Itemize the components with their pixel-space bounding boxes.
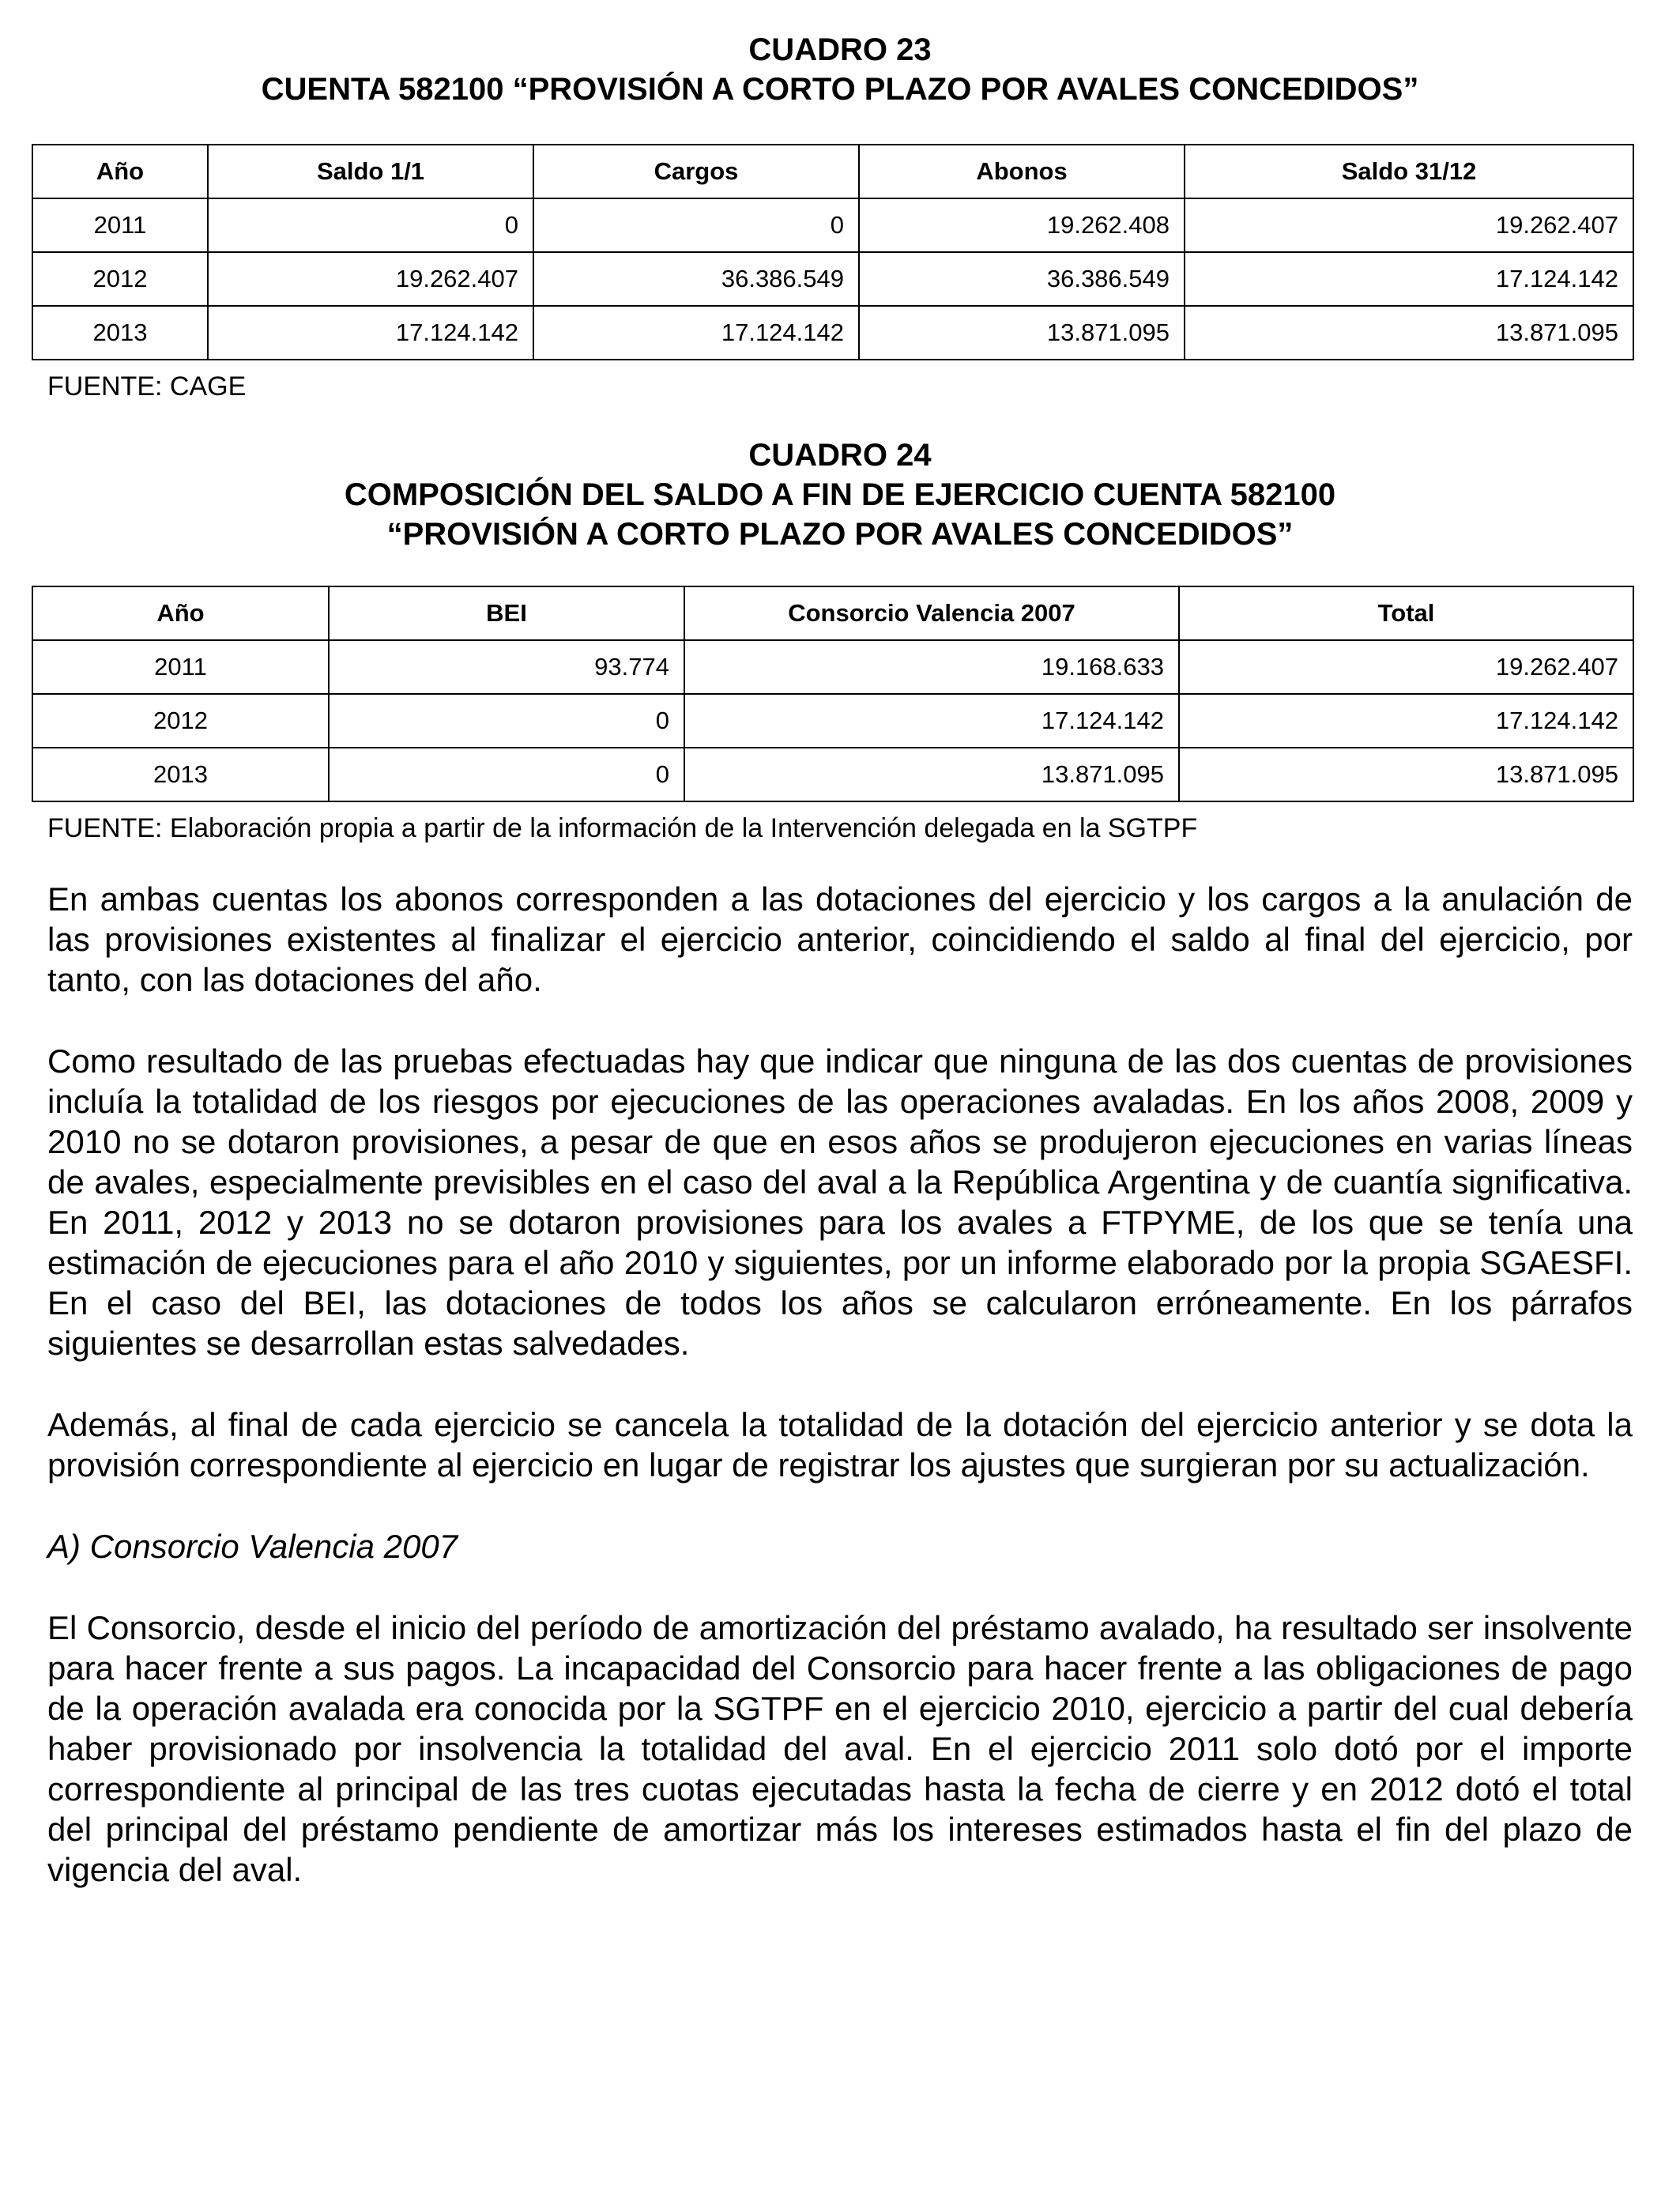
cell-value: 19.262.408	[859, 198, 1185, 252]
table-row	[32, 748, 1633, 801]
cell-value: 17.124.142	[208, 306, 533, 360]
cuadro24-table	[32, 586, 1634, 802]
cell-value: 0	[533, 198, 859, 252]
table-row	[32, 640, 1633, 694]
cell-value: 19.262.407	[1179, 640, 1633, 694]
cell-value: 13.871.095	[859, 306, 1185, 360]
cell-value: 17.124.142	[1185, 252, 1633, 306]
cell-value: 0	[329, 694, 684, 748]
cuadro24-number: CUADRO 24	[748, 438, 932, 473]
column-header-saldo-final: Saldo 31/12	[1185, 145, 1633, 198]
column-header-saldo-inicial: Saldo 1/1	[208, 145, 533, 198]
paragraph-abonos-cargos: En ambas cuentas los abonos corresponden a las dotaciones del ejercicio y los cargos a la anulación de las provisiones existentes al finalizar el ejercicio anterior, coincidiendo el saldo al final del ejercicio, por tanto, con las dotaciones del año.	[47, 880, 1633, 998]
cell-value: 0	[208, 198, 533, 252]
cell-value: 13.871.095	[684, 748, 1179, 801]
cell-value: 19.262.407	[1185, 198, 1633, 252]
cuadro24-title-line2: “PROVISIÓN A CORTO PLAZO POR AVALES CONCEDIDOS”	[386, 517, 1294, 552]
cuadro23-title: CUENTA 582100 “PROVISIÓN A CORTO PLAZO POR AVALES CONCEDIDOS”	[261, 72, 1419, 107]
cuadro24-source: FUENTE: Elaboración propia a partir de la información de la Intervención delegada en la SGTPF	[47, 813, 1198, 843]
paragraph-resultado-pruebas: Como resultado de las pruebas efectuadas hay que indicar que ninguna de las dos cuentas de provisiones incluía la totalidad de los riesgos por ejecuciones de las operaciones avaladas. En los años 2008, 2009 y 2010 no se dotaron provisiones, a pesar de que en esos años se produjeron ejecuciones en varias líneas de avales, especialmente previsibles en el caso del aval a la República Argentina y de cuantía significativa. En 2011, 2012 y 2013 no se dotaron provisiones para los avales a FTPYME, de los que se tenía una estimación de ejecuciones para el año 2010 y siguientes, por un informe elaborado por la propia SGAESFI. En el caso del BEI, las dotaciones de todos los años se calcularon erróneamente. En los párrafos siguientes se desarrollan estas salvedades.	[47, 1042, 1633, 1362]
cell-value: 17.124.142	[684, 694, 1179, 748]
column-header-bei: BEI	[329, 586, 684, 640]
document-page	[47, 30, 1633, 1890]
cuadro23-number: CUADRO 23	[748, 32, 932, 67]
cell-value: 93.774	[329, 640, 684, 694]
table-row	[32, 198, 1633, 252]
paragraph-consorcio: El Consorcio, desde el inicio del período de amortización del préstamo avalado, ha resultado ser insolvente para hacer frente a sus pagos. La incapacidad del Consorcio para hacer frente a las obligaciones de pago de la operación avalada era conocida por la SGTPF en el ejercicio 2010, ejercicio a partir del cual debería haber provisionado por insolvencia la totalidad del aval. En el ejercicio 2011 solo dotó por el importe correspondiente al principal de las tres cuotas ejecutadas hasta la fecha de cierre y en 2012 dotó el total del principal del préstamo pendiente de amortizar más los intereses estimados hasta el fin del plazo de vigencia del aval.	[47, 1609, 1633, 1888]
table-header-row	[32, 586, 1633, 640]
column-header-cargos: Cargos	[533, 145, 859, 198]
column-header-ano: Año	[32, 145, 208, 198]
table-row	[32, 694, 1633, 748]
column-header-abonos: Abonos	[859, 145, 1185, 198]
cell-year: 2013	[32, 306, 208, 360]
cell-year: 2011	[32, 198, 208, 252]
table-header-row	[32, 145, 1633, 198]
cuadro23-table	[32, 144, 1634, 360]
paragraph-cancelacion-dotacion: Además, al final de cada ejercicio se cancela la totalidad de la dotación del ejercicio anterior y se dota la provisión correspondiente al ejercicio en lugar de registrar los ajustes que surgieran por su actualización.	[47, 1406, 1633, 1483]
cell-year: 2012	[32, 694, 329, 748]
cell-value: 13.871.095	[1179, 748, 1633, 801]
cell-value: 19.168.633	[684, 640, 1179, 694]
cell-year: 2011	[32, 640, 329, 694]
cell-value: 19.262.407	[208, 252, 533, 306]
cell-year: 2012	[32, 252, 208, 306]
table-row	[32, 306, 1633, 360]
cuadro24-title-line1: COMPOSICIÓN DEL SALDO A FIN DE EJERCICIO CUENTA 582100	[344, 477, 1336, 512]
cell-value: 36.386.549	[859, 252, 1185, 306]
table-row	[32, 252, 1633, 306]
cell-value: 36.386.549	[533, 252, 859, 306]
cuadro23-source: FUENTE: CAGE	[47, 371, 247, 401]
cell-value: 0	[329, 748, 684, 801]
cell-value: 13.871.095	[1185, 306, 1633, 360]
section-heading-consorcio: A) Consorcio Valencia 2007	[47, 1528, 458, 1565]
column-header-total: Total	[1179, 586, 1633, 640]
column-header-ano: Año	[32, 586, 329, 640]
cell-value: 17.124.142	[533, 306, 859, 360]
column-header-consorcio: Consorcio Valencia 2007	[684, 586, 1179, 640]
cell-year: 2013	[32, 748, 329, 801]
cell-value: 17.124.142	[1179, 694, 1633, 748]
